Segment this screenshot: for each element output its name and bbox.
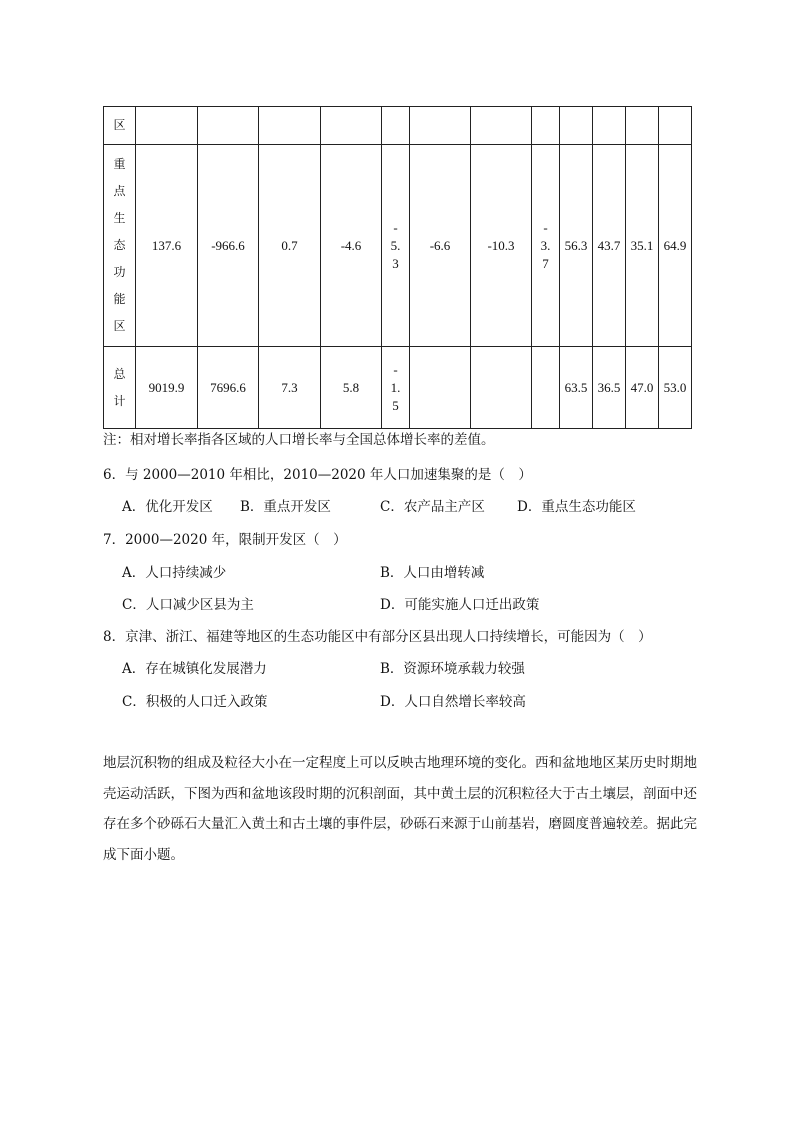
question-8-option-b[interactable]: B．资源环境承载力较强 [380, 661, 525, 677]
question-8-option-d[interactable]: D．人口自然增长率较高 [380, 694, 526, 710]
question-6-option-c[interactable]: C．农产品主产区 [380, 499, 485, 515]
question-8-option-a[interactable]: A．存在城镇化发展潜力 [122, 661, 267, 677]
table-cell [471, 347, 532, 429]
table-cell: 47.0 [630, 379, 654, 395]
table-cell [659, 107, 692, 145]
passage-text: 地层沉积物的组成及粒径大小在一定程度上可以反映古地理环境的变化。西和盆地地区某历史时期地壳运动活跃，下图为西和盆地该段时期的沉积剖面，其中黄土层的沉积粒径大于古土壤层，剖面中还存在多个砂砾石大量汇入黄土和古土壤的事件层，砂砾石来源于山前基岩，磨圆度普遍较差。据此完成下面小题。 [103, 755, 697, 863]
table-row [104, 107, 692, 145]
table-cell: 7.3 [259, 347, 321, 429]
table-cell: -3.7 [540, 219, 551, 271]
question-7-option-d[interactable]: D．可能实施人口迁出政策 [380, 597, 540, 613]
table-cell [321, 107, 382, 145]
table-cell [471, 107, 532, 145]
table-cell [382, 107, 410, 145]
table-cell: -5.3 [390, 219, 401, 271]
table-cell: 36.5 [597, 379, 621, 395]
table-cell: -10.3 [471, 145, 532, 347]
table-cell: 43.7 [597, 237, 621, 253]
table-cell [410, 107, 471, 145]
table-note: 注：相对增长率指各区域的人口增长率与全国总体增长率的差值。 [103, 432, 495, 448]
table-cell [560, 107, 593, 145]
question-7-option-a[interactable]: A．人口持续减少 [122, 565, 227, 581]
question-6-option-b[interactable]: B．重点开发区 [240, 499, 331, 515]
table-cell: 63.5 [564, 379, 588, 395]
table-cell [532, 107, 560, 145]
table-cell [532, 347, 560, 429]
table-cell [136, 107, 198, 145]
table-cell: -1.5 [390, 361, 401, 413]
table-cell: 64.9 [663, 237, 687, 253]
table-cell: -4.6 [321, 145, 382, 347]
table-cell: -6.6 [410, 145, 471, 347]
row-label: 区 [113, 118, 126, 132]
question-6-option-a[interactable]: A．优化开发区 [122, 499, 213, 515]
table-cell [259, 107, 321, 145]
table-row [104, 145, 692, 347]
table-cell: 35.1 [630, 237, 654, 253]
row-label: 重点生态功能区 [113, 157, 126, 333]
table-cell [626, 107, 659, 145]
table-cell: 0.7 [259, 145, 321, 347]
question-7-option-c[interactable]: C．人口减少区县为主 [122, 597, 254, 613]
question-6-stem: 6．与 2000—2010 年相比，2010—2020 年人口加速集聚的是（ ） [103, 467, 532, 483]
table-cell: 5.8 [321, 347, 382, 429]
population-table [103, 106, 692, 429]
question-8-stem: 8．京津、浙江、福建等地区的生态功能区中有部分区县出现人口持续增长，可能因为（ ） [103, 629, 652, 645]
table-cell [593, 107, 626, 145]
table-cell: -966.6 [198, 145, 259, 347]
table-cell: 137.6 [136, 145, 198, 347]
question-7-stem: 7．2000—2020 年，限制开发区（ ） [103, 532, 347, 548]
table-cell: 9019.9 [136, 347, 198, 429]
table-cell: 53.0 [663, 379, 687, 395]
table-cell [410, 347, 471, 429]
question-8-option-c[interactable]: C．积极的人口迁入政策 [122, 694, 268, 710]
table-cell [198, 107, 259, 145]
row-label: 总计 [113, 366, 126, 408]
table-cell: 56.3 [564, 237, 588, 253]
question-7-option-b[interactable]: B．人口由增转减 [380, 565, 485, 581]
question-6-option-d[interactable]: D．重点生态功能区 [517, 499, 636, 515]
table-cell: 7696.6 [198, 347, 259, 429]
table-row [104, 347, 692, 429]
